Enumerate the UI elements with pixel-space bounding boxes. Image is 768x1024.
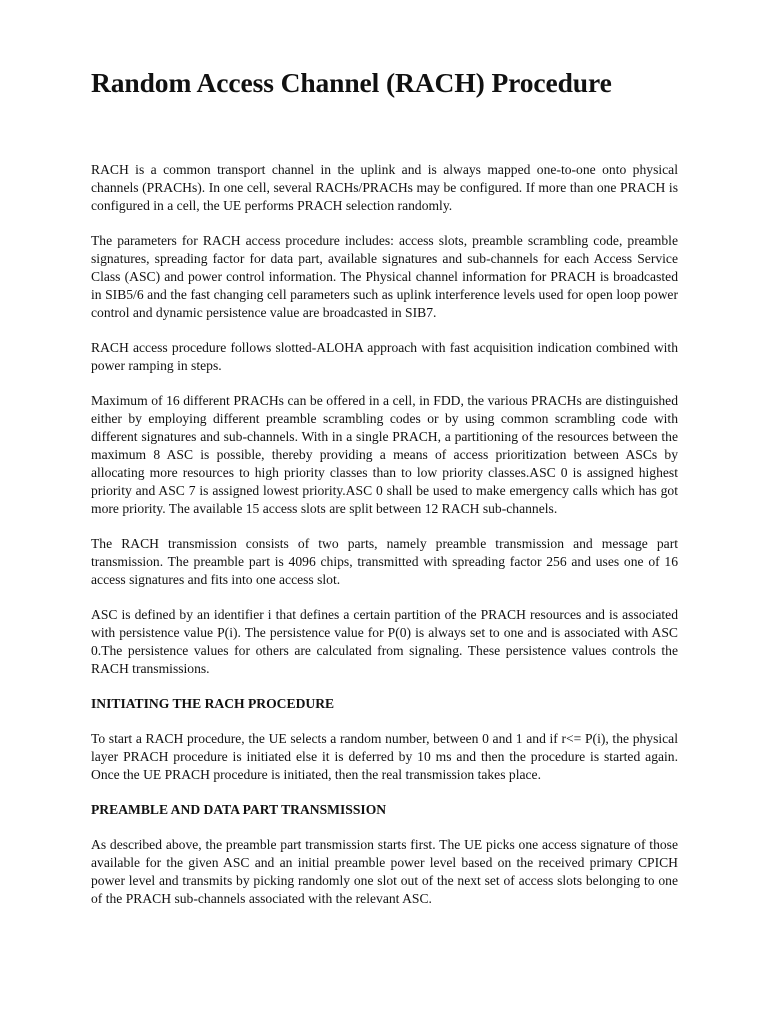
paragraph-asc-definition: ASC is defined by an identifier i that defines a certain partition of the PRACH resources and is associated with persistence value P(i). The persistence value for P(0) is always set to one and is associated with ASC 0.The persistence values for others are calculated from signaling. These persistence values controls the RACH transmissions. bbox=[91, 607, 678, 676]
paragraph-rach-intro: RACH is a common transport channel in the uplink and is always mapped one-to-one onto physical channels (PRACHs). In one cell, several RACHs/PRACHs may be configured. If more than one PRACH is configured in a cell, the UE performs PRACH selection randomly. bbox=[91, 162, 678, 213]
paragraph-rach-transmission: The RACH transmission consists of two parts, namely preamble transmission and message part transmission. The preamble part is 4096 chips, transmitted with spreading factor 256 and uses one of 16 access signatures and fits into one access slot. bbox=[91, 536, 678, 587]
paragraph-prach-partitioning: Maximum of 16 different PRACHs can be offered in a cell, in FDD, the various PRACHs are distinguished either by employing different preamble scrambling codes or by using common scrambling code with different signatures and sub-channels. With in a single PRACH, a partitioning of the resources between the maximum 8 ASC is possible, thereby providing a means of access prioritization between ASCs by allocating more resources to high priority classes than to low priority classes.ASC 0 is assigned highest priority and ASC 7 is assigned lowest priority.ASC 0 shall be used to make emergency calls which has got more priority. The available 15 access slots are split between 12 RACH sub-channels. bbox=[91, 393, 678, 516]
paragraph-initiating: To start a RACH procedure, the UE selects a random number, between 0 and 1 and if r<= P(i), the physical layer PRACH procedure is initiated else it is deferred by 10 ms and then the procedure is started again. Once the UE PRACH procedure is initiated, then the real transmission takes place. bbox=[91, 731, 678, 782]
section-heading-initiating: INITIATING THE RACH PROCEDURE bbox=[91, 696, 335, 711]
section-heading-preamble: PREAMBLE AND DATA PART TRANSMISSION bbox=[91, 802, 387, 817]
document-body bbox=[91, 161, 678, 925]
paragraph-parameters: The parameters for RACH access procedure includes: access slots, preamble scrambling code, preamble signatures, spreading factor for data part, available signatures and sub-channels for each Access Service Class (ASC) and power control information. The Physical channel information for PRACH is broadcasted in SIB5/6 and the fast changing cell parameters such as uplink interference levels used for open loop power control and dynamic persistence value are broadcasted in SIB7. bbox=[91, 233, 678, 320]
page-title: Random Access Channel (RACH) Procedure bbox=[91, 67, 612, 98]
paragraph-preamble: As described above, the preamble part transmission starts first. The UE picks one access signature of those available for the given ASC and an initial preamble power level based on the received primary CPICH power level and transmits by picking randomly one slot out of the next set of access slots belonging to one of the PRACH sub-channels associated with the relevant ASC. bbox=[91, 837, 678, 906]
paragraph-slotted-aloha: RACH access procedure follows slotted-ALOHA approach with fast acquisition indication combined with power ramping in steps. bbox=[91, 340, 678, 373]
